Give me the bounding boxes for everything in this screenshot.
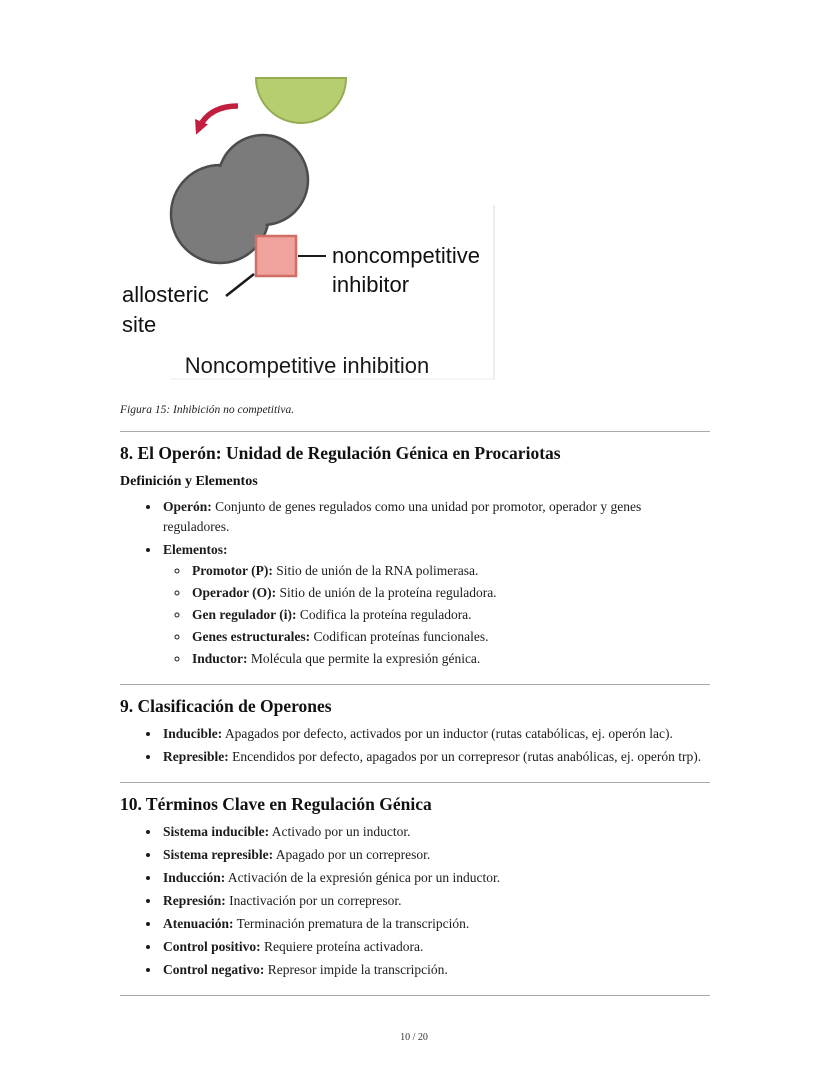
section-terminos-clave [120,794,710,980]
inhibition-diagram [120,70,500,382]
divider [120,431,710,432]
section-heading: 10. Términos Clave en Regulación Génica [120,793,432,814]
figure-label-inhibitor-line2: inhibitor [332,272,410,297]
list-item [161,914,710,934]
term: Promotor (P): [192,563,273,579]
allosteric-pointer-line [226,274,254,296]
bullet-list [120,822,710,980]
list-item [190,561,710,581]
section-heading: 9. Clasificación de Operones [120,696,332,716]
term: Genes estructurales: [192,629,311,645]
list-item [190,649,710,669]
figure-caption: Figura 15: Inhibición no competitiva. [120,404,295,416]
figure-title: Noncompetitive inhibition [184,353,430,378]
term: Sistema represible: [163,846,274,862]
bullet-list [120,724,710,767]
term: Operón: [163,499,212,514]
term: Sistema inducible: [163,823,270,839]
figure-label-allosteric-line2: site [122,312,157,337]
definition: Apagados por defecto, activados por un inductor (rutas catabólicas, ej. operón lac). [224,726,673,741]
term: Control positivo: [163,938,261,954]
list-item [161,497,710,536]
divider [120,684,710,685]
list-item [161,937,710,957]
definition: Codifican proteínas funcionales. [313,629,489,645]
list-item [161,822,710,842]
divider [120,782,710,783]
list-item [190,605,710,625]
definition: Sitio de unión de la RNA polimerasa. [276,563,479,579]
figure-label-allosteric-line1: allosteric [122,282,209,307]
definition: Sitio de unión de la proteína reguladora. [279,585,497,601]
term: Represión: [163,892,226,908]
definition: Requiere proteína activadora. [264,938,424,954]
term: Atenuación: [163,915,234,931]
divider [120,995,710,996]
inhibition-arrow-icon [198,106,238,130]
sub-bullet-list [163,561,710,669]
enzyme-lobe-fill [220,137,306,223]
definition: Activación de la expresión génica por un inductor. [227,869,501,885]
list-item [161,540,710,669]
bullet-list [120,497,710,669]
term: Inducción: [163,869,226,885]
list-item [161,960,710,980]
definition: Terminación prematura de la transcripción. [236,915,470,931]
section-subheading: Definición y Elementos [120,474,258,489]
definition: Encendidos por defecto, apagados por un correpresor (rutas anabólicas, ej. operón trp). [232,749,702,765]
substrate-shape [256,78,346,123]
definition: Molécula que permite la expresión génica. [250,651,481,667]
term: Control negativo: [163,962,265,977]
list-item [161,747,710,767]
definition: Represor impide la transcripción. [267,962,448,977]
term: Inductor: [192,651,248,667]
section-operon [120,443,710,669]
list-item [161,724,710,744]
list-item [161,891,710,911]
list-item [190,583,710,603]
term: Operador (O): [192,585,277,601]
list-item [190,627,710,647]
page-number: 10 / 20 [400,1032,428,1043]
definition: Activado por un inductor. [271,823,411,839]
definition: Conjunto de genes regulados como una unidad por promotor, operador y genes reguladores. [163,499,642,534]
figure-label-inhibitor-line1: noncompetitive [332,243,480,268]
section-clasificacion-operones [120,696,710,767]
term: Gen regulador (i): [192,607,297,623]
definition: Codifica la proteína reguladora. [299,607,472,623]
term: Represible: [163,749,229,765]
section-heading: 8. El Operón: Unidad de Regulación Génica en Procariotas [120,443,561,463]
list-item [161,868,710,888]
term: Elementos: [163,541,228,557]
list-item [161,845,710,865]
definition: Inactivación por un correpresor. [229,892,402,908]
figure-noncompetitive-inhibition [120,0,500,382]
definition: Apagado por un correpresor. [275,846,431,862]
term: Inducible: [163,726,223,741]
inhibitor-square [256,236,296,276]
